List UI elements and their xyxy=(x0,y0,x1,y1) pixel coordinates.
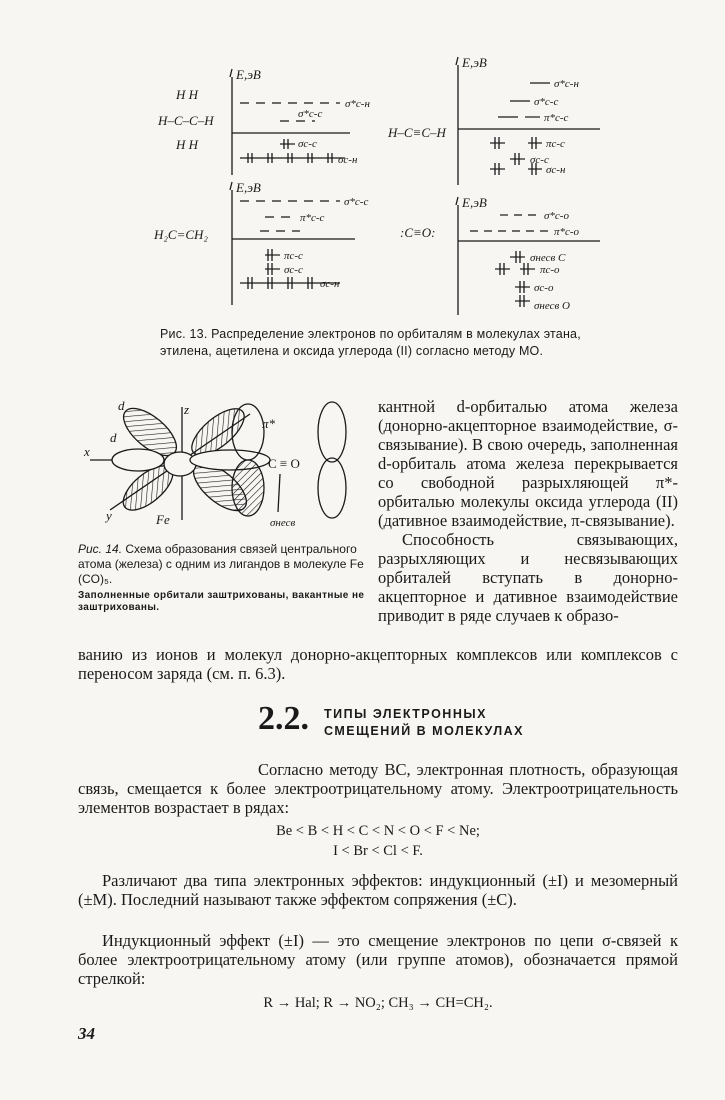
co-axis-label: E,эВ xyxy=(462,195,487,210)
right-col-paragraph-2: Способность связывающих, разрыхляющих и несвязывающих орбиталей вступать в донорно-акцепторное и дативное взаимодействие приводит в ряде случаев к образо- xyxy=(378,530,678,625)
formula-3: R → Hal; R → NO₂; CH₃ → CH=CH₂. xyxy=(263,995,493,1011)
fig14-label-sigma: σнесв xyxy=(270,517,296,529)
section-title-line-1: ТИПЫ ЭЛЕКТРОННЫХ xyxy=(324,707,487,721)
ethane-formula-bottom: H H xyxy=(176,137,199,152)
ethane-level-1: σ*с-н xyxy=(345,98,370,110)
ethane-formula-mid: H–C–C–H xyxy=(158,113,214,128)
formula-1: Be < B < H < C < N < O < F < Ne; xyxy=(276,823,480,839)
co-formula: :C≡O: xyxy=(400,225,436,240)
co-level-1: σ*с-о xyxy=(544,210,569,222)
ethane-level-2: σ*с-с xyxy=(298,108,323,120)
section-title xyxy=(324,706,524,740)
acetylene-level-6: σс-н xyxy=(546,164,566,176)
ethylene-level-3: πс-с xyxy=(284,250,303,262)
ethane-level-3: σс-с xyxy=(298,138,317,150)
figure-13-caption: Рис. 13. Распределение электронов по орбиталям в молекулах этана, этилена, ацетилена и оксида углерода (II) согласно методу МО. xyxy=(160,327,581,358)
co-level-6: σнесв O xyxy=(534,300,570,312)
co-level-2: π*с-о xyxy=(554,226,580,238)
acetylene-level-4: πс-с xyxy=(546,138,565,150)
acetylene-level-3: π*с-с xyxy=(544,112,569,124)
fig14-label-co: C ≡ O xyxy=(268,456,300,471)
co-level-3: σнесв C xyxy=(530,252,566,264)
section-number: 2.2. xyxy=(258,700,309,737)
ethylene-formula: H₂C=CH₂ xyxy=(154,227,208,242)
formula-2: I < Br < Cl < F. xyxy=(333,843,423,859)
acetylene-formula: H–C≡C–H xyxy=(388,125,446,140)
ethane-formula-top: H H xyxy=(176,87,199,102)
paragraph-3: Индукционный эффект (±I) — это смещение электронов по цепи σ-связей к более электроотрицательному атому (или группе атомов), обозначается прямой стрелкой: xyxy=(78,931,678,988)
ethane-axis-label: E,эВ xyxy=(236,67,261,82)
right-col-paragraph-1: кантной d-орбиталью атома железа (донорно-акцепторное взаимодействие, σ-связывание). В свою очередь, заполненная d-орбиталь атома железа перекрывается со свободной разрыхляющей π*-орбиталью молекулы оксида углерода (II) (дативное взаимодействие, π-связывание). xyxy=(378,397,678,530)
continuation-paragraph: ванию из ионов и молекул донорно-акцепторных комплексов или комплексов с переносом заряда (см. п. 6.3). xyxy=(78,645,678,683)
acetylene-level-5: σс-с xyxy=(530,154,549,166)
ethylene-level-4: σс-с xyxy=(284,264,303,276)
figure-13-mo-diagrams xyxy=(140,55,620,320)
fig14-label-fe: Fe xyxy=(156,512,170,527)
fig14-label-d-left: d xyxy=(110,430,117,445)
co-level-5: σс-о xyxy=(534,282,554,294)
section-title-line-2: СМЕЩЕНИЙ В МОЛЕКУЛАХ xyxy=(324,724,524,738)
figure-14-caption-sub: Заполненные орбитали заштрихованы, вакантные не заштрихованы. xyxy=(78,590,365,613)
ethylene-level-5: σс-н xyxy=(320,278,340,290)
fig14-label-z: z xyxy=(184,402,190,417)
acetylene-level-1: σ*с-н xyxy=(554,78,579,90)
co-level-4: πс-о xyxy=(540,264,560,276)
fig14-label-x: x xyxy=(84,444,90,459)
page-number: 34 xyxy=(78,1024,95,1043)
fig14-label-d-top: d xyxy=(118,398,125,413)
ethylene-level-2: π*с-с xyxy=(300,212,325,224)
figure-14-caption-title: Рис. 14. xyxy=(78,542,123,556)
ethylene-axis-label: E,эВ xyxy=(236,180,261,195)
paragraph-1: Согласно методу ВС, электронная плотность, образующая связь, смещается к более электроотрицательному атому. Электроотрицательность элементов возрастает в рядах: xyxy=(78,760,678,817)
figure-14-caption-text: Схема образования связей центрального атома (железа) с одним из лигандов в молекуле Fe (CO)₅. xyxy=(78,542,364,586)
acetylene-level-2: σ*с-с xyxy=(534,96,559,108)
figure-14-caption xyxy=(78,542,373,614)
fig14-label-y: y xyxy=(106,508,112,523)
figure-14-orbital-scheme xyxy=(80,392,375,537)
ethane-level-4: σс-н xyxy=(338,154,358,166)
fig14-label-pi-star: π* xyxy=(262,416,276,431)
paragraph-2: Различают два типа электронных эффектов: индукционный (±I) и мезомерный (±M). Последний называют также эффектом сопряжения (±C). xyxy=(78,871,678,909)
ethylene-level-1: σ*с-с xyxy=(344,196,369,208)
right-column-text xyxy=(378,397,678,625)
acetylene-axis-label: E,эВ xyxy=(462,55,487,70)
